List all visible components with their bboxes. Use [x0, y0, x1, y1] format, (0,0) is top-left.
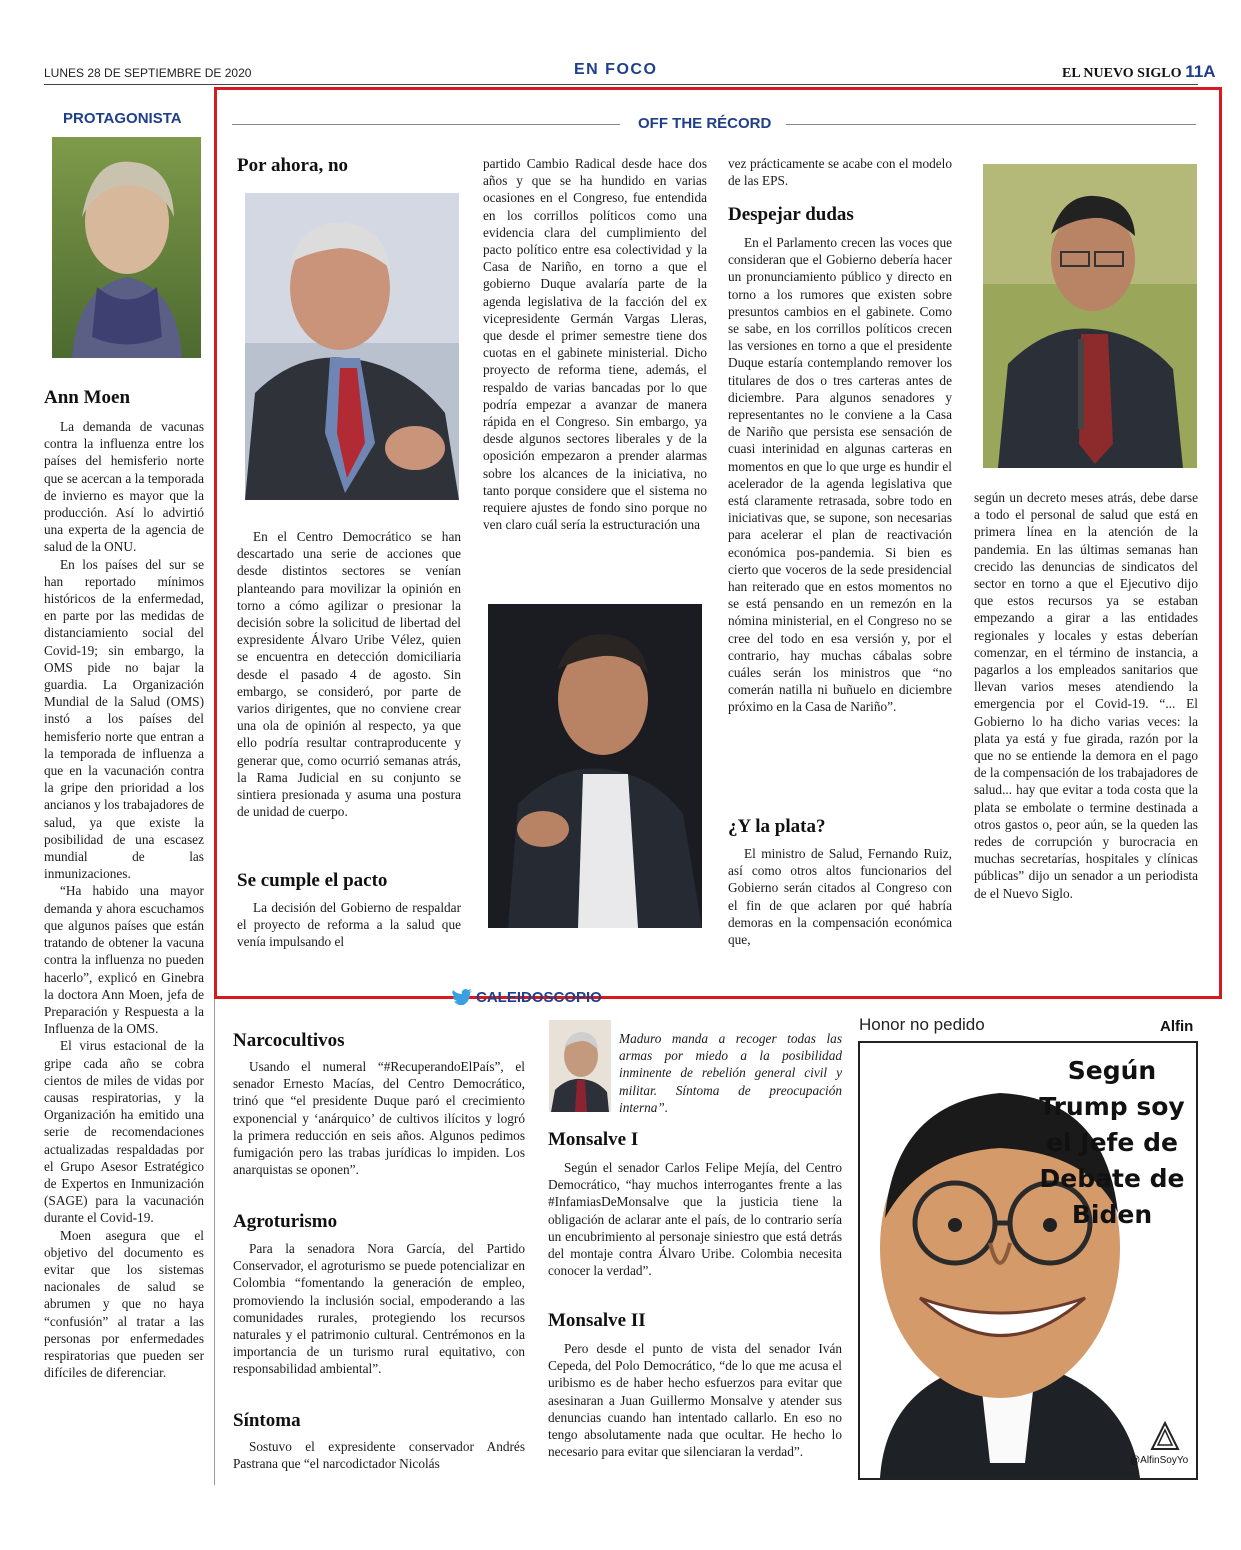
dudas-paragraph: En el Parlamento crecen las voces que consideran que el Gobierno debería hacer un pronunciamiento público y directo en torno a los rumores que existen sobre presuntos cambios en el gabinete. Como se sabe, en los corrillos políticos crecen las versiones en torno a que el presidente Duque estaría contemplando remover los titulares de dos o tres carteras antes de diciembre. Para algunos senadores y representantes no le conviene a la Casa de Nariño que persista ese sensación de cuasi interinidad en algunas carteras en momentos en que lo que urge es hundir el acelerador de la agenda legislativa que está claramente retrasada, sobre todo en iniciativas que, se supone, son necesarias para acelerar el plan de reactivación económica pos-pandemia. Si bien es cierto que voceros de la sede presidencial han reiterado que en estos momentos no se está pensando en un remezón en la nómina ministerial, en el Congreso no se cree del todo en esa versión y, por el contrario, hay muchas cábalas sobre cuáles serán los ministros que “no comerán natilla ni buñuelo en diciembre próximo en la Casa de Nariño”.	[728, 235, 952, 715]
headline-monsalve-2: Monsalve II	[548, 1310, 646, 1331]
headline-y-la-plata: ¿Y la plata?	[728, 816, 826, 837]
sintoma-paragraph: Sostuvo el expresidente conservador Andrés Pastrana que “el narcodictador Nicolás	[233, 1439, 525, 1472]
protagonista-paragraph: En los países del sur se han reportado mínimos históricos de la enfermedad, en parte por las medidas de distanciamiento social del Covid-19; sin embargo, la OMS pide no bajar la guardia. La Organización Mundial de la Salud (OMS) instó a los países del hemisferio norte que entran a la temporada de influenza a que en la vacunación contra la gripe den prioridad a los ancianos y los trabajadores de salud, ya que existe la posibilidad de una escasez mundial de las inmunizaciones.	[44, 556, 204, 882]
uribe-photo	[245, 193, 459, 500]
sintoma-body	[233, 1438, 525, 1472]
narco-body	[233, 1058, 525, 1178]
headline-por-ahora: Por ahora, no	[237, 155, 349, 176]
ann-moen-photo	[52, 137, 201, 358]
narco-paragraph: Usando el numeral “#RecuperandoElPaís”, el senador Ernesto Macías, del Centro Democrático, trinó que “el presidente Duque paró el crecimiento exponencial y ‘anárquico’ de cultivos ilícitos y logró la primera reducción en seis años. Algunos pedimos fumigación pero las trabas jurídicas lo impiden. Los anarquistas se oponen”.	[233, 1059, 525, 1178]
agro-body	[233, 1240, 525, 1378]
headline-se-cumple-pacto: Se cumple el pacto	[237, 870, 388, 891]
section-name: EN FOCO	[574, 61, 658, 78]
pacto-body-end	[728, 155, 952, 189]
headline-sintoma: Síntoma	[233, 1410, 301, 1431]
alfin-cartoon	[858, 1041, 1198, 1480]
pacto-body-start	[237, 899, 461, 951]
maduro-quote	[619, 1030, 842, 1116]
plata-paragraph-start: El ministro de Salud, Fernando Ruiz, así como otros altos funcionarios del Gobierno serán citados al Congreso con el fin de que aclaren por qué habría demoras en la compensación económica que,	[728, 846, 952, 948]
off-the-record-title: OFF THE RÉCORD	[638, 115, 772, 132]
pacto-paragraph-start: La decisión del Gobierno de respaldar el proyecto de reforma a la salud que venía impulsando el	[237, 900, 461, 950]
protagonista-kicker: PROTAGONISTA	[63, 110, 182, 127]
pacto-body-continued	[483, 155, 707, 533]
page-number: 11A	[1185, 62, 1216, 81]
protagonista-body	[44, 418, 204, 1381]
cartoon-handle: @AlfinSoyYo	[1130, 1455, 1189, 1466]
maduro-paragraph: Maduro manda a recoger todas las armas por miedo a la posibilidad inminente de rebelión general civil y militar. Síntoma de preocupación interna”.	[619, 1031, 842, 1115]
monsalve-1-body	[548, 1159, 842, 1279]
agro-paragraph: Para la senadora Nora García, del Partido Conservador, el agroturismo se puede potencializar en Colombia “fomentando la generación de empleo, promoviendo la inclusión social, empoderando a las comunidades rurales, protegiendo los recursos naturales y el patrimonio cultural. Centrémonos en la importancia de un turismo rural equitativo, con responsabilidad ambiental”.	[233, 1241, 525, 1377]
pacto-paragraph-continued: partido Cambio Radical desde hace dos años y que se ha hundido en varias ocasiones en el Congreso, fue entendida en los corrillos políticos como una evidencia clara del cumplimiento del pacto político entre esa colectividad y la Casa de Nariño, en torno a que el gobierno Duque avalaría parte de la agenda legislativa de la facción del ex vicepresidente Germán Vargas Lleras, que desde el primer semestre tiene dos cuotas en el gabinete ministerial. Dicho proyecto de reforma tiene, además, el respaldo de varias bancadas por lo que podría empezar a avanzar de manera rápida en el Congreso. Sin embargo, ya desde algunos sectores liberales y de la oposición empezaron a prender alarmas sobre los alcances de la iniciativa, no tanto porque considere que el sistema no requiere ajustes de fondo sino porque no ven claro cuál sería la estructuración una	[483, 156, 707, 533]
title-rule-right	[786, 124, 1196, 125]
plata-body-continued	[974, 489, 1198, 902]
cartoon-speech: Según Trump soy el Jefe de Debate de Biden	[1039, 1056, 1185, 1229]
headline-despejar-dudas: Despejar dudas	[728, 204, 854, 225]
por-ahora-body	[237, 528, 461, 820]
protagonista-name: Ann Moen	[44, 387, 131, 408]
monsalve-1-paragraph: Según el senador Carlos Felipe Mejía, del Centro Democrático, “hay muchos interrogantes frente a las #InfamiasDeMonsalve que la justicia tiene la obligación de aclarar ante el país, de lo contrario sería un encubrimiento al personaje siniestro que está detrás del montaje contra Álvaro Uribe. Colombia necesita conocer la verdad”.	[548, 1160, 842, 1279]
plata-paragraph-continued: según un decreto meses atrás, debe darse a todo el personal de salud que está en primera línea en la atención de la pandemia. En las últimas semanas han crecido las denuncias de sindicatos del sector en torno a que el Ejecutivo dijo que estos recursos ya se estaban empezando a girar a las entidades regionales y locales y estas deberían comenzar, en el término de instancia, a pagarlos a los empleados sanitarios que llevan varios meses atendiendo la emergencia por el Covid-19. “... El Gobierno lo ha dicho varias veces: la plata ya está y fue girada, razón por la que no se entiende la demora en el pago de la compensación de los trabajadores de salud... hay que evitar a toda costa que la plata se embolate o termine destinada a otros gastos o, peor aún, se la queden las redes de corrupción y burocracia en muchas secretarías, hospitales y clínicas públicas” dijo un senador a un periodista de el Nuevo Siglo.	[974, 490, 1198, 901]
dudas-body	[728, 234, 952, 716]
cartoon-author: Alfin	[1160, 1018, 1194, 1035]
protagonista-paragraph: La demanda de vacunas contra la influenza entre los países del hemisferio norte que se acercan a la temporada de invierno es mayor que la producción. Así lo advirtió una experta de la agencia de salud de la ONU.	[44, 419, 204, 555]
headline-monsalve-1: Monsalve I	[548, 1129, 639, 1150]
por-ahora-paragraph: En el Centro Democrático se han descartado una serie de acciones que desde distintos sectores se venían planteando para movilizar la opinión en torno a cómo agilizar o presionar la decisión sobre la solicitud de libertad del expresidente Álvaro Uribe Vélez, quien se encuentra en detección domiciliaria desde el pasado 4 de agosto. Sin embargo, se consideró, por parte de varios dirigentes, que no conviene crear una ola de opinión al respecto, ya que ello podría resultar contraproducente y generar que, como ocurrió semanas atrás, la Rama Judicial en su conjunto se sintiera presionada y asuma una postura de unidad de cuerpo.	[237, 529, 461, 820]
fernando-ruiz-photo	[983, 164, 1197, 468]
caleidoscopio-kicker-wrap	[452, 988, 602, 1006]
monsalve-2-paragraph: Pero desde el punto de vista del senador Iván Cepeda, del Polo Democrático, “de lo que me acusa el uribismo es de haber hecho esfuerzos para evitar que asesinaran a Juan Guillermo Monsalve y atender sus denuncias cuando han intentado callarlo. En eso no tengo absolutamente nada que ocultar. He hecho lo necesario para evitar que silenciaran la verdad”.	[548, 1341, 842, 1460]
monsalve-2-body	[548, 1340, 842, 1460]
header-rule	[44, 84, 1198, 85]
plata-body-start	[728, 845, 952, 948]
newspaper-brand	[1062, 62, 1216, 82]
protagonista-paragraph: Moen asegura que el objetivo del documento es evitar que los sistemas nacionales de salud se abrumen y que no haya “confusión” al tratar a las personas por enfermedades respiratorias que pueden ser difíciles de diferenciar.	[44, 1227, 204, 1381]
alfin-logo-icon	[1150, 1421, 1180, 1451]
protagonista-paragraph: El virus estacional de la gripe cada año se cobra cientos de miles de vidas por causas respiratorias, y la Organización ha emitido una serie de recomendaciones actualizadas respaldadas por el Grupo Asesor Estratégico de Expertos en Inmunización (SAGE) para la vacunación durante el Covid-19.	[44, 1038, 204, 1226]
caleidoscopio-kicker: CALEIDOSCOPIO	[476, 988, 602, 1006]
protagonista-paragraph: “Ha habido una mayor demanda y ahora escuchamos que algunos países que están tratando de obtener la vacuna contra la influenza no pueden hacerlo”, explicó en Ginebra la doctora Ann Moen, jefa de Preparación y Respuesta a la Influenza de la OMS.	[44, 883, 204, 1037]
headline-agroturismo: Agroturismo	[233, 1211, 338, 1232]
issue-date: LUNES 28 DE SEPTIEMBRE DE 2020	[44, 66, 252, 80]
headline-narcocultivos: Narcocultivos	[233, 1030, 345, 1051]
twitter-bird-icon	[452, 989, 472, 1005]
pastrana-photo	[549, 1020, 611, 1112]
brand-name: EL NUEVO SIGLO	[1062, 66, 1182, 81]
pacto-paragraph-end: vez prácticamente se acabe con el modelo de las EPS.	[728, 156, 952, 189]
cartoon-title: Honor no pedido	[859, 1015, 985, 1034]
title-rule-left	[232, 124, 620, 125]
vargas-lleras-photo	[488, 604, 702, 928]
